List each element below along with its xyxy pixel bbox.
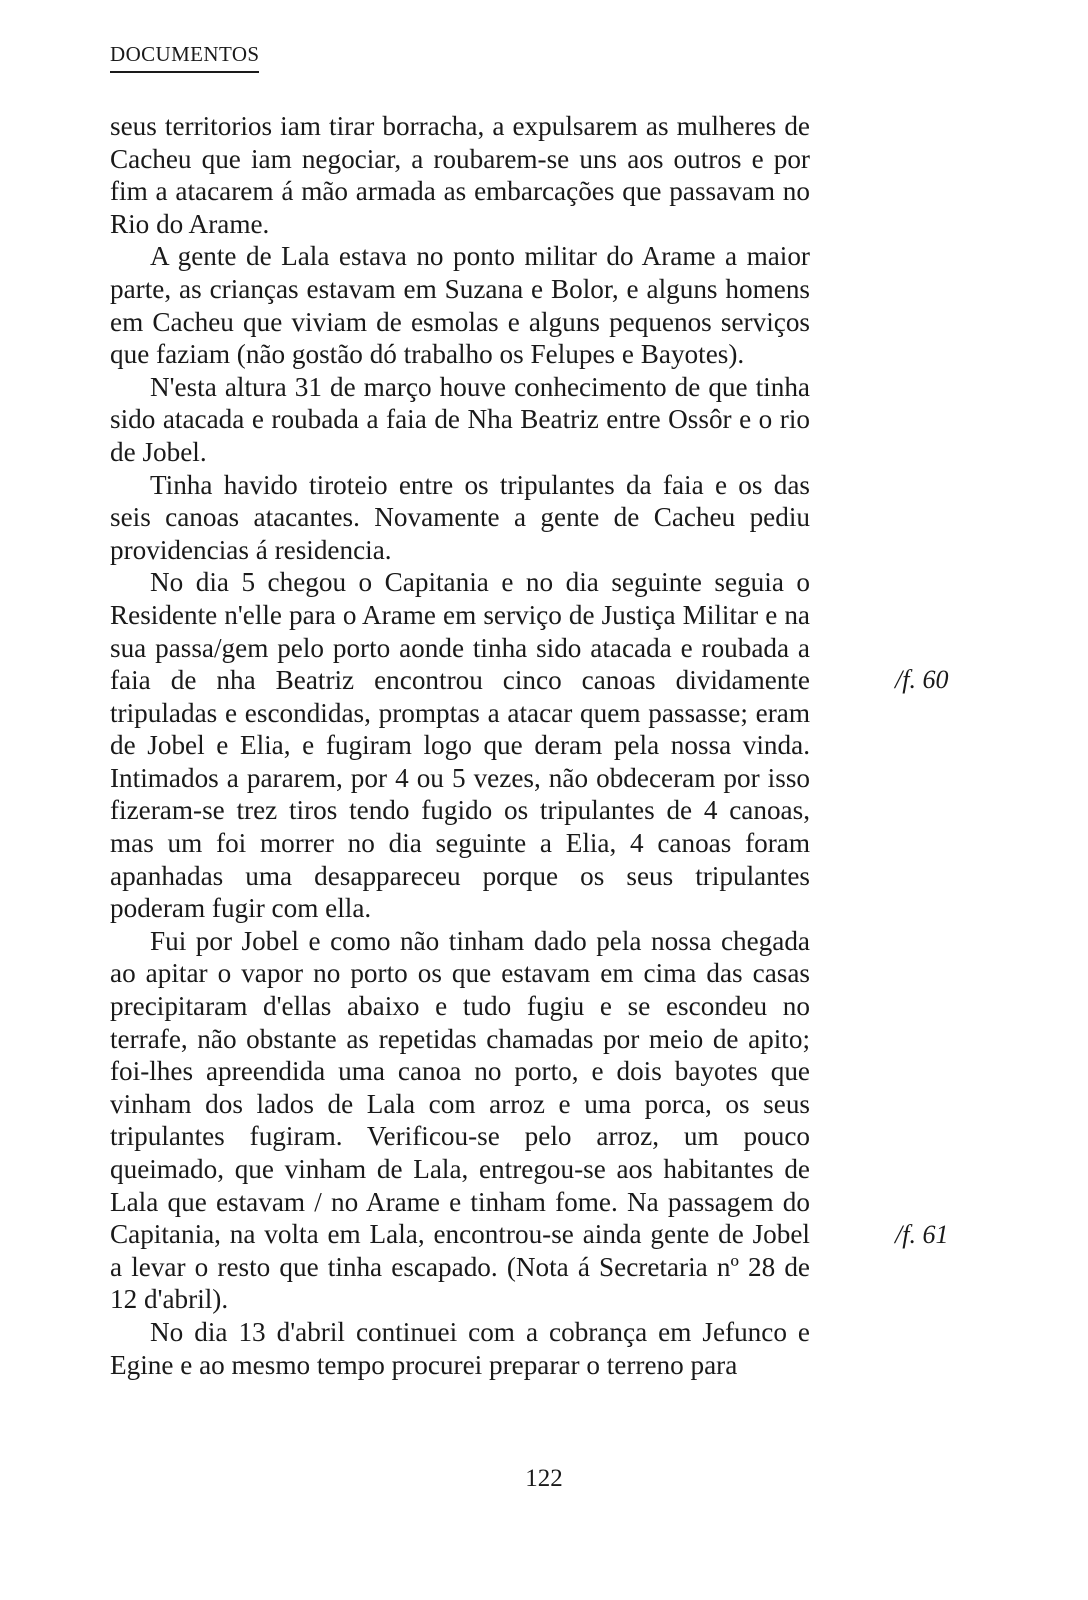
paragraph: N'esta altura 31 de março houve conhecimento de que tinha sido atacada e roubada a faia de Nha Beatriz entre Ossôr e o rio de Jobel. — [110, 371, 810, 467]
body-text — [110, 110, 810, 1381]
paragraph: seus territorios iam tirar borracha, a expulsarem as mulheres de Cacheu que iam negociar, a roubarem-se uns aos outros e por fim a atacarem á mão armada as embarcações que passavam no Rio do Arame. — [110, 111, 810, 239]
paragraph: No dia 13 d'abril continuei com a cobrança em Jefunco e Egine e ao mesmo tempo procurei preparar o terreno para — [110, 1316, 810, 1380]
paragraph: No dia 5 chegou o Capitania e no dia seguinte seguia o Residente n'elle para o Arame em serviço de Justiça Militar e na sua passa/gem pelo porto aonde tinha sido atacada e roubada a faia de nha Beatriz encontrou cinco canoas dividamente tripuladas e escondidas, promptas a atacar quem passasse; eram de Jobel e Elia, e fugiram logo que deram pela nossa vinda. Intimados a pararem, por 4 ou 5 vezes, não obdeceram por isso fizeram-se trez tiros tendo fugido os tripulantes de 4 canoas, mas um foi morrer no dia seguinte a Elia, 4 canoas foram apanhadas uma desappareceu porque os seus tripulantes poderam fugir com ella. — [110, 567, 810, 924]
paragraph: Fui por Jobel e como não tinham dado pela nossa chegada ao apitar o vapor no porto os que estavam em cima das casas precipitaram d'ellas abaixo e tudo fugiu e se escondeu no terrafe, não obstante as repetidas chamadas por meio de apito; foi-lhes apreendida uma canoa no porto, e dois bayotes que vinham dos lados de Lala com arroz e uma porca, os seus tripulantes fugiram. Verificou-se pelo arroz, um pouco queimado, que vinham de Lala, entregou-se aos habitantes de Lala que estavam / no Arame e tinham fome. Na passagem do Capitania, na volta em Lala, encontrou-se ainda gente de Jobel a levar o resto que tinha escapado. (Nota á Secretaria nº 28 de 12 d'abril). — [110, 925, 810, 1315]
margin-folio-note: /f. 61 — [895, 1220, 949, 1249]
margin-folio-note: /f. 60 — [895, 665, 949, 694]
paragraph: A gente de Lala estava no ponto militar do Arame a maior parte, as crianças estavam em Suzana e Bolor, e alguns homens em Cacheu que viviam de esmolas e alguns pequenos serviços que faziam (não gostão dó trabalho os Felupes e Bayotes). — [110, 241, 810, 370]
paragraph: Tinha havido tiroteio entre os tripulantes da faia e os das seis canoas atacantes. Novamente a gente de Cacheu pediu providencias á residencia. — [110, 469, 810, 565]
running-header: DOCUMENTOS — [110, 42, 259, 73]
page-number: 122 — [525, 1465, 563, 1492]
